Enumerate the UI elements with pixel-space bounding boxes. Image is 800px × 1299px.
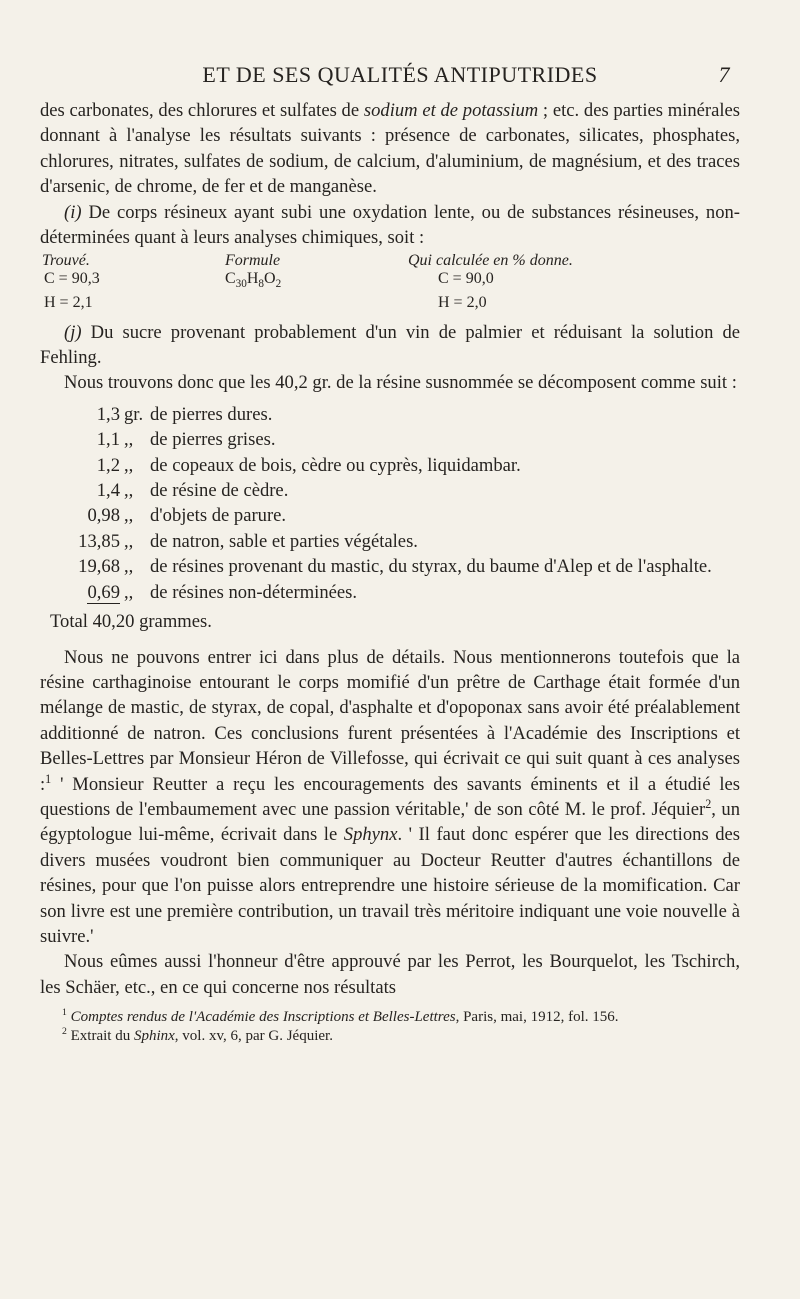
page-body xyxy=(40,98,740,1046)
composition-list xyxy=(40,402,740,605)
list-item: 1,3 gr. de pierres dures. xyxy=(96,403,273,425)
paragraph-discussion: Nous ne pouvons entrer ici dans plus de détails. Nous mentionnerons toutefois que la résine carthaginoise entourant le corps momifié d'un prêtre de Carthage était formée d'un mélange de mastic, de styrax, de copal, d'asphalte et d'opoponax sans avoir été préalablement additionné de natron. Ces conclusions furent présentées à l'Académie des Inscriptions et Belles-Lettres par Monsieur Héron de Villefosse, qui écrivait ce qui suit quant à ces analyses :$^1$ ' Monsieur Reutter a reçu les encouragements des savants éminents et il a étudié les questions de l'embaumement avec une passion véritable,' de son côté M. le prof. Jéquier$^2$, un égyptologue lui-même, écrivait dans le Sphynx. ' Il faut donc espérer que les directions des divers musées voudront bien communiquer au Docteur Reutter d'autres échantillons de résines, pour que l'on puisse alors entreprendre une histoire sérieuse de la momification. Car son livre est une première contribution, un travail très méritoire indiquant une voie nouvelle à suivre.' xyxy=(40,646,741,947)
paragraph-decomposition: Nous trouvons donc que les 40,2 gr. de la résine susnommée se décomposent comme suit : xyxy=(64,372,737,394)
footnotes xyxy=(40,1008,740,1046)
paragraph-minerals: des carbonates, des chlorures et sulfates de sodium et de potassium ; etc. des parties minérales donnant à l'analyse les résultats suivants : présence de carbonates, silicates, phosphates, chlorures, nitrates, sulfates de sodium, de calcium, d'aluminium, de magnésium, et des traces d'arsenic, de chrome, de fer et de manganèse. xyxy=(40,100,740,198)
list-item: 0,69 ,, de résines non-déterminées. xyxy=(87,581,358,603)
formula-value: $C_{30}H_8O_2$ xyxy=(225,270,282,291)
found-hydrogen: H = 2,1 xyxy=(44,293,93,311)
list-item: 0,98 ,, d'objets de parure. xyxy=(87,505,287,527)
footnote-2: $^2$ Extrait du Sphinx, vol. xv, 6, par G. Jéquier. xyxy=(62,1026,333,1045)
footnote-ref-1: 1 xyxy=(45,771,52,786)
list-item: 13,85 ,, de natron, sable et parties végétales. xyxy=(78,530,418,552)
header-found: Trouvé. xyxy=(42,252,90,270)
list-item: 19,68 ,, de résines provenant du mastic, du styrax, du baume d'Alep et de l'asphalte. xyxy=(78,556,712,578)
paragraph-approval: Nous eûmes aussi l'honneur d'être approuvé par les Perrot, les Bourquelot, les Tschirch, les Schäer, etc., en ce qui concerne nos résultats xyxy=(40,951,740,998)
page-number: 7 xyxy=(718,62,730,87)
found-carbon: C = 90,3 xyxy=(44,270,100,288)
list-item: 1,4 ,, de résine de cèdre. xyxy=(96,480,289,502)
list-item: 1,2 ,, de copeaux de bois, cèdre ou cyprès, liquidambar. xyxy=(96,454,521,476)
footnote-ref-2: 2 xyxy=(705,796,712,811)
formula-table xyxy=(40,252,740,311)
header-calculated: Qui calculée en % donne. xyxy=(408,252,573,270)
footnote-1: $^1$ Comptes rendus de l'Académie des Inscriptions et Belles-Lettres, Paris, mai, 1912, fol. 156. xyxy=(62,1007,619,1026)
list-item: 1,1 ,, de pierres grises. xyxy=(96,429,276,451)
composition-total: Total 40,20 grammes. xyxy=(50,611,212,633)
calc-hydrogen: H = 2,0 xyxy=(438,293,487,311)
paragraph-i: (i) De corps résineux ayant subi une oxydation lente, ou de substances résineuses, non-déterminées quant à leurs analyses chimiques, soit : xyxy=(40,201,740,249)
header-title: ET DE SES QUALITÉS ANTIPUTRIDES xyxy=(202,62,598,87)
calc-carbon: C = 90,0 xyxy=(438,270,494,288)
header-formula: Formule xyxy=(225,252,281,270)
paragraph-j: (j) Du sucre provenant probablement d'un vin de palmier et réduisant la solution de Fehling. xyxy=(40,321,740,369)
